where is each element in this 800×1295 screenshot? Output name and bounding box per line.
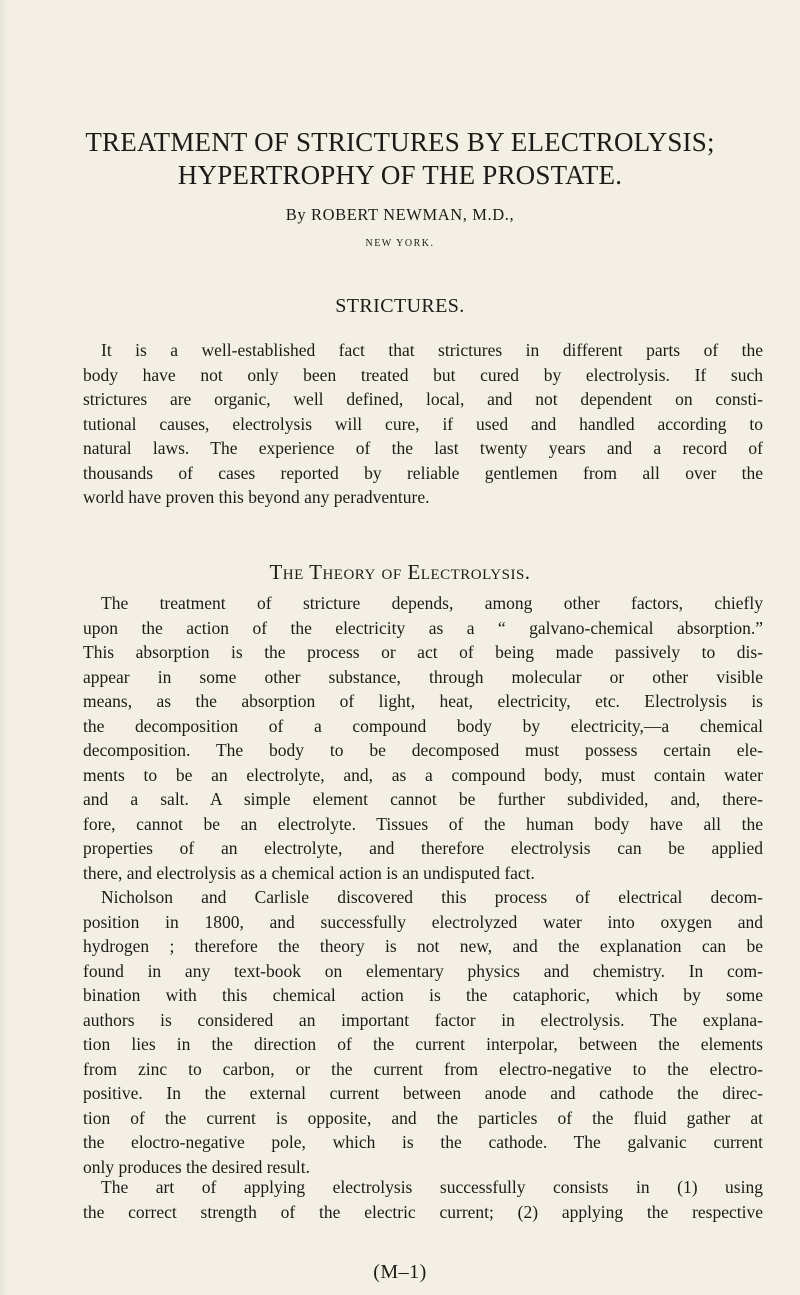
text-line: there, and electrolysis as a chemical action is an undisputed fact.	[83, 862, 535, 883]
text-line: fore, cannot be an electrolyte. Tissues of the human body have all the	[83, 813, 763, 834]
author-location: NEW YORK.	[365, 238, 435, 249]
text-line: bination with this chemical action is the cataphoric, which by some	[83, 985, 763, 1005]
text-line: body have not only been treated but cured by electrolysis. If such	[83, 364, 763, 385]
page-edge-shadow	[0, 0, 8, 1295]
text-line: thousands of cases reported by reliable gentlemen from all over the	[83, 462, 763, 483]
text-line: and a salt. A simple element cannot be further subdivided, and, there-	[83, 789, 763, 809]
text-line: It is a well-established fact that strictures in different parts of the	[101, 340, 763, 360]
text-line: only produces the desired result.	[83, 1156, 310, 1177]
text-line: natural laws. The experience of the last twenty years and a record of	[83, 438, 763, 458]
text-line: properties of an electrolyte, and therefore electrolysis can be applied	[83, 838, 763, 858]
text-line: The art of applying electrolysis successfully consists in (1) using	[101, 1177, 763, 1197]
text-line: hydrogen ; therefore the theory is not new, and the explanation can be	[83, 936, 763, 956]
text-line: the decomposition of a compound body by electricity,—a chemical	[83, 715, 763, 736]
author-byline: By ROBERT NEWMAN, M.D.,	[285, 205, 515, 224]
text-line: Nicholson and Carlisle discovered this process of electrical decom-	[101, 887, 763, 907]
text-line: decomposition. The body to be decomposed must possess certain ele-	[83, 740, 763, 760]
article-title-line-2: HYPERTROPHY OF THE PROSTATE.	[177, 160, 623, 190]
text-line: This absorption is the process or act of being made passively to dis-	[83, 642, 763, 662]
section-heading-strictures: STRICTURES.	[335, 295, 465, 317]
paragraph-theory	[83, 591, 763, 1179]
text-line: the correct strength of the electric current; (2) applying the respective	[83, 1201, 763, 1222]
text-line: positive. In the external current between anode and cathode the direc-	[83, 1083, 763, 1103]
text-line: authors is considered an important factor in electrolysis. The explana-	[83, 1009, 763, 1030]
text-line: tutional causes, electrolysis will cure, if used and handled according to	[83, 413, 763, 434]
text-line: position in 1800, and successfully electrolyzed water into oxygen and	[83, 911, 763, 932]
text-line: tion lies in the direction of the current interpolar, between the elements	[83, 1034, 763, 1054]
text-line: ments to be an electrolyte, and, as a compound body, must contain water	[83, 764, 763, 785]
text-line: means, as the absorption of light, heat, electricity, etc. Electrolysis is	[83, 691, 763, 711]
text-line: the eloctro-negative pole, which is the cathode. The galvanic current	[83, 1132, 763, 1152]
signature-mark: (M–1)	[373, 1261, 427, 1283]
text-line: tion of the current is opposite, and the particles of the fluid gather at	[83, 1107, 763, 1128]
text-line: appear in some other substance, through molecular or other visible	[83, 666, 763, 687]
paragraph-art-of-applying	[83, 1175, 763, 1224]
paragraph-strictures	[83, 338, 763, 510]
text-line: strictures are organic, well defined, local, and not dependent on consti-	[83, 389, 763, 409]
text-line: from zinc to carbon, or the current from electro-negative to the electro-	[83, 1058, 763, 1079]
text-line: found in any text-book on elementary physics and chemistry. In com-	[83, 960, 763, 981]
text-line: world have proven this beyond any peradventure.	[83, 487, 430, 507]
subsection-heading-theory: The Theory of Electrolysis.	[269, 560, 531, 584]
text-line: upon the action of the electricity as a “ galvano-chemical absorption.”	[83, 617, 763, 638]
text-line: The treatment of stricture depends, among other factors, chiefly	[101, 593, 763, 613]
article-title-line-1: TREATMENT OF STRICTURES BY ELECTROLYSIS;	[85, 127, 715, 157]
